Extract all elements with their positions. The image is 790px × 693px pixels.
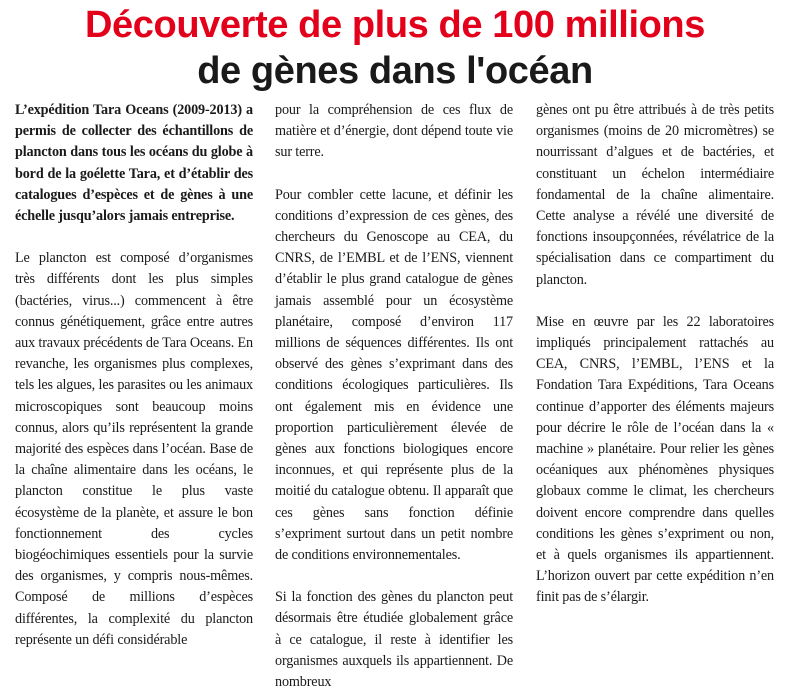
article-column-1	[15, 100, 253, 651]
body-paragraph-continued: gènes ont pu être attribués à de très petits organismes (moins de 20 micromètres) se nourrissant d’algues et de bactéries, et constituant un échelon intermédiaire fondamental de la chaîne alimentaire. Cette analyse a révélé une diversité de fonctions insoupçonnées, révélatrice de la spécialisation dans ce compartiment du plancton.	[536, 102, 774, 288]
article-column-3	[536, 100, 774, 609]
body-paragraph: Pour combler cette lacune, et définir les conditions d’expression de ces gènes, des chercheurs du Genoscope au CEA, du CNRS, de l’EMBL et de l’ENS, viennent d’établir le plus grand catalogue de gènes jamais assemblé pour un écosystème planétaire, composé d’environ 117 millions de séquences différentes. Ils ont observé des gènes s’exprimant dans des conditions écologiques particulières. Ils ont également mis en évidence une proportion particulièrement élevée de gènes aux fonctions biologiques encore inconnues, et qui représente plus de la moitié du catalogue obtenu. Il apparaît que ces gènes sans fonction définie s’expriment surtout dans un petit nombre de conditions environnementales.	[275, 186, 513, 564]
body-paragraph-continued: pour la compréhension de ces flux de matière et d’énergie, dont dépend toute vie sur terre.	[275, 102, 513, 161]
body-paragraph: Mise en œuvre par les 22 laboratoires impliqués principalement rattachés au CEA, CNRS, l’EMBL, l’ENS et la Fondation Tara Expéditions, Tara Oceans continue d’apporter des éléments majeurs pour décrire le rôle de l’océan dans la « machine » planétaire. Pour relier les gènes océaniques aux phénomènes physiques globaux comme le climat, les chercheurs doivent encore comprendre dans quelles conditions les gènes s’expriment ou non, et à quels organismes ils appartiennent. L’horizon ouvert par cette expédition n’en finit pas de s’élargir.	[536, 313, 774, 606]
body-paragraph: Le plancton est composé d’organismes très différents dont les plus simples (bactéries, virus...) commencent à être connus génétiquement, grâce entre autres aux travaux précédents de Tara Oceans. En revanche, les organismes plus complexes, tels les algues, les parasites ou les animaux microscopiques sont beaucoup moins connus, alors qu’ils représentent la grande majorité des espèces dans l’océan. Base de la chaîne alimentaire dans les océans, le plancton constitue le plus vaste écosystème de la planète, et assure le bon fonctionnement des cycles biogéochimiques essentiels pour la survie des organismes, y compris nous-mêmes. Composé de millions d’espèces différentes, la complexité du plancton représente un défi considérable	[15, 250, 254, 648]
body-paragraph: Si la fonction des gènes du plancton peut désormais être étudiée globalement grâce à ce catalogue, il reste à identifier les organismes auxquels ils appartiennent. De nombreux	[275, 589, 513, 691]
headline-line-2: de gènes dans l'océan	[197, 50, 593, 92]
lede-paragraph: L’expédition Tara Oceans (2009-2013) a permis de collecter des échantillons de plancton dans tous les océans du globe à bord de la goélette Tara, et d’établir des catalogues d’espèces et de gènes à une échelle jusqu’alors jamais entreprise.	[15, 102, 253, 225]
article-column-2	[275, 100, 513, 693]
headline-line-1: Découverte de plus de 100 millions	[85, 4, 705, 46]
